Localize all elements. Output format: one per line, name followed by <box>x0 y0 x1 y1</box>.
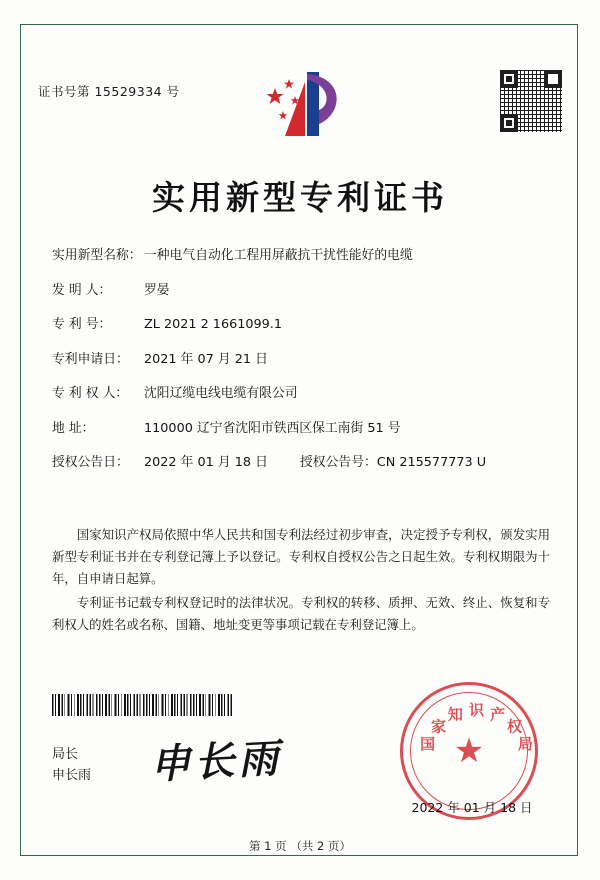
field-row <box>52 419 552 439</box>
field-value: CN 215577773 U <box>376 455 487 470</box>
signer-role: 局长 <box>52 747 79 762</box>
field-label: 实用新型名称： <box>52 248 142 263</box>
barcode-icon <box>52 694 232 716</box>
field-label: 授权公告号： <box>300 455 377 470</box>
signature-block <box>52 744 91 786</box>
field-label: 专 利 权 人： <box>52 386 129 401</box>
certificate-fields <box>52 246 552 488</box>
qr-code-icon <box>500 70 562 132</box>
certificate-number: 证书号第 15529334 号 <box>38 84 180 99</box>
national-emblem-icon: ★ <box>453 731 485 771</box>
field-value: 沈阳辽缆电线电缆有限公司 <box>144 386 298 401</box>
field-label: 专 利 号： <box>52 317 112 332</box>
signer-name: 申长雨 <box>52 768 92 783</box>
field-label: 专利申请日： <box>52 351 129 367</box>
legal-paragraph: 国家知识产权局依照中华人民共和国专利法经过初步审查，决定授予专利权，颁发实用新型专利证书并在专利登记簿上予以登记。专利权自授权公告之日起生效。专利权期限为十年，自申请日起算。 <box>52 527 550 586</box>
field-row <box>52 281 552 301</box>
page-title: 实用新型专利证书 <box>152 178 448 217</box>
page-number: 第 1 页 （共 2 页） <box>249 839 351 853</box>
field-value: ZL 2021 2 1661099.1 <box>144 317 283 332</box>
field-value: 罗晏 <box>144 282 170 298</box>
legal-text <box>52 524 550 638</box>
field-label: 发 明 人： <box>52 282 112 298</box>
field-row <box>52 350 552 370</box>
legal-paragraph: 专利证书记载专利权登记时的法律状况。专利权的转移、质押、无效、终止、恢复和专利权人的姓名或名称、国籍、地址变更等事项记载在专利登记簿上。 <box>52 595 550 632</box>
cnipa-sail-logo-icon <box>245 66 355 142</box>
seal-text: 国 家 知 识 产 权 局 <box>420 701 533 754</box>
seal-date: 2022 年 01 月 18 日 <box>411 800 533 815</box>
field-row-split <box>52 453 552 473</box>
field-value: 一种电气自动化工程用屏蔽抗干扰性能好的电缆 <box>144 248 413 263</box>
field-value: 2021 年 07 月 21 日 <box>144 351 268 367</box>
field-value: 110000 辽宁省沈阳市铁西区保工南街 51 号 <box>144 420 401 436</box>
field-row <box>52 246 552 266</box>
field-label: 地 址： <box>52 420 95 436</box>
handwritten-signature: 申长雨 <box>149 734 284 789</box>
field-row <box>52 315 552 335</box>
field-label: 授权公告日： <box>52 455 129 470</box>
field-row <box>52 384 552 404</box>
field-value: 2022 年 01 月 18 日 <box>144 455 268 470</box>
